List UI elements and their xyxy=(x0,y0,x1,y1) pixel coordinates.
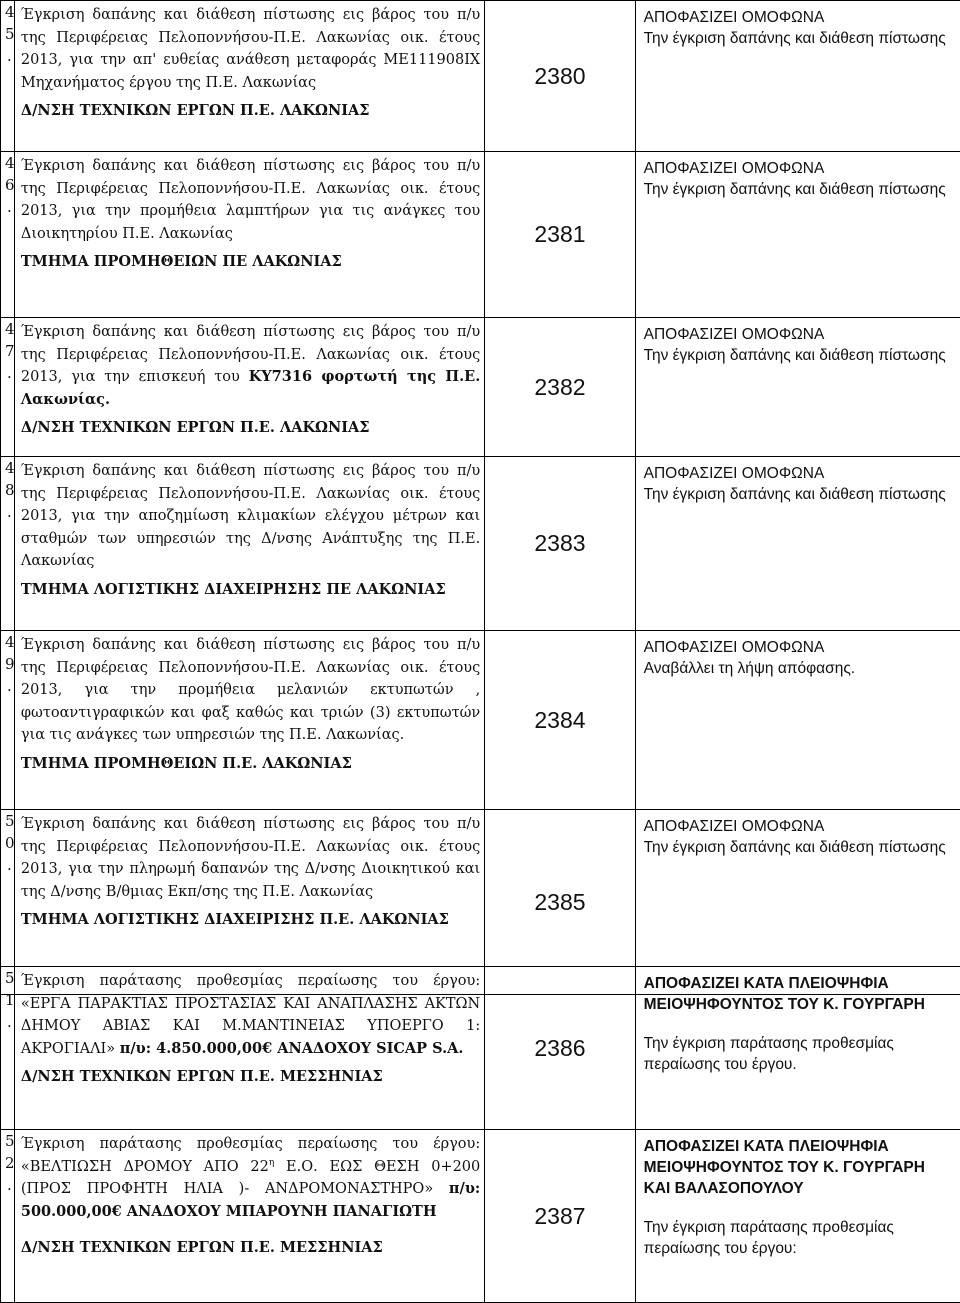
item-text: Έγκριση δαπάνης και διάθεση πίστωσης εις βάρος του π/υ της Περιφέρειας Πελοποννήσου-Π.Ε. Λακωνίας οικ. έτους 2013, για την απ' ευθείας ανάθεση μεταφοράς ΜΕ111908ΙΧ Μηχανήματος έργου της Π.Ε. Λακωνίας xyxy=(21,4,480,94)
agenda-row xyxy=(1,457,960,631)
item-department: Δ/ΝΣΗ ΤΕΧΝΙΚΩΝ ΕΡΓΩΝ Π.Ε. ΛΑΚΩΝΙΑΣ xyxy=(21,417,480,440)
decision-heading: ΑΠΟΦΑΣΙΖΕΙ ΟΜΟΦΩΝΑ xyxy=(644,158,954,179)
decision-text: Την έγκριση παράτασης προθεσμίας περαίωσης του έργου: xyxy=(644,1217,954,1259)
decision-number: 2382 xyxy=(485,318,635,457)
decision-heading: ΑΠΟΦΑΣΙΖΕΙ ΚΑΤΑ ΠΛΕΙΟΨΗΦΙΑ ΜΕΙΟΨΗΦΟΥΝΤΟΣ ΤΟΥ Κ. ΓΟΥΡΓΑΡΗ xyxy=(644,973,954,1015)
decision-text: Την έγκριση παράτασης προθεσμίας περαίωσης του έργου. xyxy=(644,1033,954,1075)
decision-text: Την έγκριση δαπάνης και διάθεση πίστωσης xyxy=(644,345,954,366)
agenda-row xyxy=(1,152,960,318)
decision-cell xyxy=(635,457,960,631)
agenda-row xyxy=(1,1,960,152)
decision-number: 2387 xyxy=(485,1130,635,1303)
item-text: Έγκριση παράτασης προθεσμίας περαίωσης του έργου: «ΒΕΛΤΙΩΣΗ ΔΡΟΜΟΥ ΑΠΟ $22^\eta$ Ε.Ο. ΕΩΣ ΘΕΣΗ 0+200 (ΠΡΟΣ ΠΡΟΦΗΤΗ ΗΛΙΑ )- ΑΝΔΡΟΜΟΝΑΣΤΗΡΟ» π/υ: 500.000,00€ ΑΝΑΔΟΧΟΥ ΜΠΑΡΟΥΝΗ ΠΑΝΑΓΙΩΤΗ xyxy=(21,1133,480,1223)
decision-cell xyxy=(635,318,960,457)
item-department: Δ/ΝΣΗ ΤΕΧΝΙΚΩΝ ΕΡΓΩΝ Π.Ε. ΜΕΣΣΗΝΙΑΣ xyxy=(21,1237,480,1260)
item-number: 4 6 . xyxy=(1,152,15,318)
item-description xyxy=(14,457,484,631)
agenda-row xyxy=(1,1130,960,1303)
item-text: Έγκριση δαπάνης και διάθεση πίστωσης εις βάρος του π/υ της Περιφέρειας Πελοποννήσου-Π.Ε. Λακωνίας οικ. έτους 2013, για την πληρωμή δαπανών της Δ/νσης Διοικητικού και της Δ/νσης Β/θμιας Εκπ/σης της Π.Ε. Λακωνίας xyxy=(21,813,480,903)
item-department: ΤΜΗΜΑ ΠΡΟΜΗΘΕΙΩΝ Π.Ε. ΛΑΚΩΝΙΑΣ xyxy=(21,753,480,776)
decision-heading: ΑΠΟΦΑΣΙΖΕΙ ΟΜΟΦΩΝΑ xyxy=(644,637,954,658)
item-text: Έγκριση δαπάνης και διάθεση πίστωσης εις βάρος του π/υ της Περιφέρειας Πελοποννήσου-Π.Ε. Λακωνίας οικ. έτους 2013, για την επισκευή του ΚΥ7316 φορτωτή της Π.Ε. Λακωνίας. xyxy=(21,321,480,411)
item-number: 5 0 . xyxy=(1,810,15,995)
decision-text: Την έγκριση δαπάνης και διάθεση πίστωσης xyxy=(644,837,954,858)
decision-text: Αναβάλλει τη λήψη απόφασης. xyxy=(644,658,954,679)
item-description xyxy=(14,631,484,810)
item-number: 5 2 . xyxy=(1,1130,15,1303)
item-number: 4 5 . xyxy=(1,1,15,152)
decision-cell xyxy=(635,152,960,318)
item-number: 4 9 . xyxy=(1,631,15,810)
decision-cell xyxy=(635,967,960,1130)
decision-cell xyxy=(635,1,960,152)
decision-heading: ΑΠΟΦΑΣΙΖΕΙ ΟΜΟΦΩΝΑ xyxy=(644,324,954,345)
decision-number: 2384 xyxy=(485,631,635,810)
item-description xyxy=(14,967,484,1130)
decision-number: 2383 xyxy=(485,457,635,631)
decision-number: 2385 xyxy=(485,810,635,995)
item-department: Δ/ΝΣΗ ΤΕΧΝΙΚΩΝ ΕΡΓΩΝ Π.Ε. ΛΑΚΩΝΙΑΣ xyxy=(21,100,480,123)
item-department: ΤΜΗΜΑ ΛΟΓΙΣΤΙΚΗΣ ΔΙΑΧΕΙΡΗΣΗΣ ΠΕ ΛΑΚΩΝΙΑΣ xyxy=(21,579,480,602)
decision-heading: ΑΠΟΦΑΣΙΖΕΙ ΟΜΟΦΩΝΑ xyxy=(644,463,954,484)
item-department: Δ/ΝΣΗ ΤΕΧΝΙΚΩΝ ΕΡΓΩΝ Π.Ε. ΜΕΣΣΗΝΙΑΣ xyxy=(21,1066,480,1089)
item-text: Έγκριση δαπάνης και διάθεση πίστωσης εις βάρος του π/υ της Περιφέρειας Πελοποννήσου-Π.Ε. Λακωνίας οικ. έτους 2013, για την αποζημίωση κλιμακίων ελέγχου μέτρων και σταθμών των υπηρεσιών της Δ/νσης Ανάπτυξης της Π.Ε. Λακωνίας xyxy=(21,460,480,573)
item-number: 4 7 . xyxy=(1,318,15,457)
decision-text: Την έγκριση δαπάνης και διάθεση πίστωσης xyxy=(644,484,954,505)
agenda-table-2 xyxy=(0,966,960,1303)
item-text: Έγκριση παράτασης προθεσμίας περαίωσης του έργου: «ΕΡΓΑ ΠΑΡΑΚΤΙΑΣ ΠΡΟΣΤΑΣΙΑΣ ΚΑΙ ΑΝΑΠΛΑΣΗΣ ΑΚΤΩΝ ΔΗΜΟΥ ΑΒΙΑΣ ΚΑΙ Μ.ΜΑΝΤΙΝΕΙΑΣ ΥΠΟΕΡΓΟ 1: ΑΚΡΟΓΙΑΛΙ» π/υ: 4.850.000,00€ ΑΝΑΔΟΧΟΥ SICAP S.A. xyxy=(21,970,480,1060)
item-department: ΤΜΗΜΑ ΠΡΟΜΗΘΕΙΩΝ ΠΕ ΛΑΚΩΝΙΑΣ xyxy=(21,251,480,274)
item-number: 5 1 . xyxy=(1,967,15,1130)
decision-number: 2381 xyxy=(485,152,635,318)
item-number: 4 8 . xyxy=(1,457,15,631)
decision-text: Την έγκριση δαπάνης και διάθεση πίστωσης xyxy=(644,28,954,49)
item-description xyxy=(14,152,484,318)
agenda-row xyxy=(1,318,960,457)
item-department: ΤΜΗΜΑ ΛΟΓΙΣΤΙΚΗΣ ΔΙΑΧΕΙΡΙΣΗΣ Π.Ε. ΛΑΚΩΝΙΑΣ xyxy=(21,909,480,932)
item-text: Έγκριση δαπάνης και διάθεση πίστωσης εις βάρος του π/υ της Περιφέρειας Πελοποννήσου-Π.Ε. Λακωνίας οικ. έτους 2013, για την προμήθεια λαμπτήρων για τις ανάγκες του Διοικητηρίου Π.Ε. Λακωνίας xyxy=(21,155,480,245)
decision-heading: ΑΠΟΦΑΣΙΖΕΙ ΟΜΟΦΩΝΑ xyxy=(644,7,954,28)
decision-cell xyxy=(635,631,960,810)
decision-text: Την έγκριση δαπάνης και διάθεση πίστωσης xyxy=(644,179,954,200)
decision-number: 2386 xyxy=(485,967,635,1130)
decision-heading: ΑΠΟΦΑΣΙΖΕΙ ΚΑΤΑ ΠΛΕΙΟΨΗΦΙΑ ΜΕΙΟΨΗΦΟΥΝΤΟΣ ΤΟΥ Κ. ΓΟΥΡΓΑΡΗ ΚΑΙ ΒΑΛΑΣΟΠΟΥΛΟΥ xyxy=(644,1136,954,1199)
agenda-row xyxy=(1,631,960,810)
decision-cell xyxy=(635,1130,960,1303)
item-description xyxy=(14,318,484,457)
item-text: Έγκριση δαπάνης και διάθεση πίστωσης εις βάρος του π/υ της Περιφέρειας Πελοποννήσου-Π.Ε. Λακωνίας οικ. έτους 2013, για την προμήθεια μελανιών εκτυπωτών , φωτοαντιγραφικών και φαξ καθώς και τριών (3) εκτυπωτών για τις ανάγκες των υπηρεσιών της Π.Ε. Λακωνίας. xyxy=(21,634,480,747)
decision-number: 2380 xyxy=(485,1,635,152)
item-description xyxy=(14,1,484,152)
decision-heading: ΑΠΟΦΑΣΙΖΕΙ ΟΜΟΦΩΝΑ xyxy=(644,816,954,837)
agenda-row xyxy=(1,967,960,1130)
item-description xyxy=(14,1130,484,1303)
